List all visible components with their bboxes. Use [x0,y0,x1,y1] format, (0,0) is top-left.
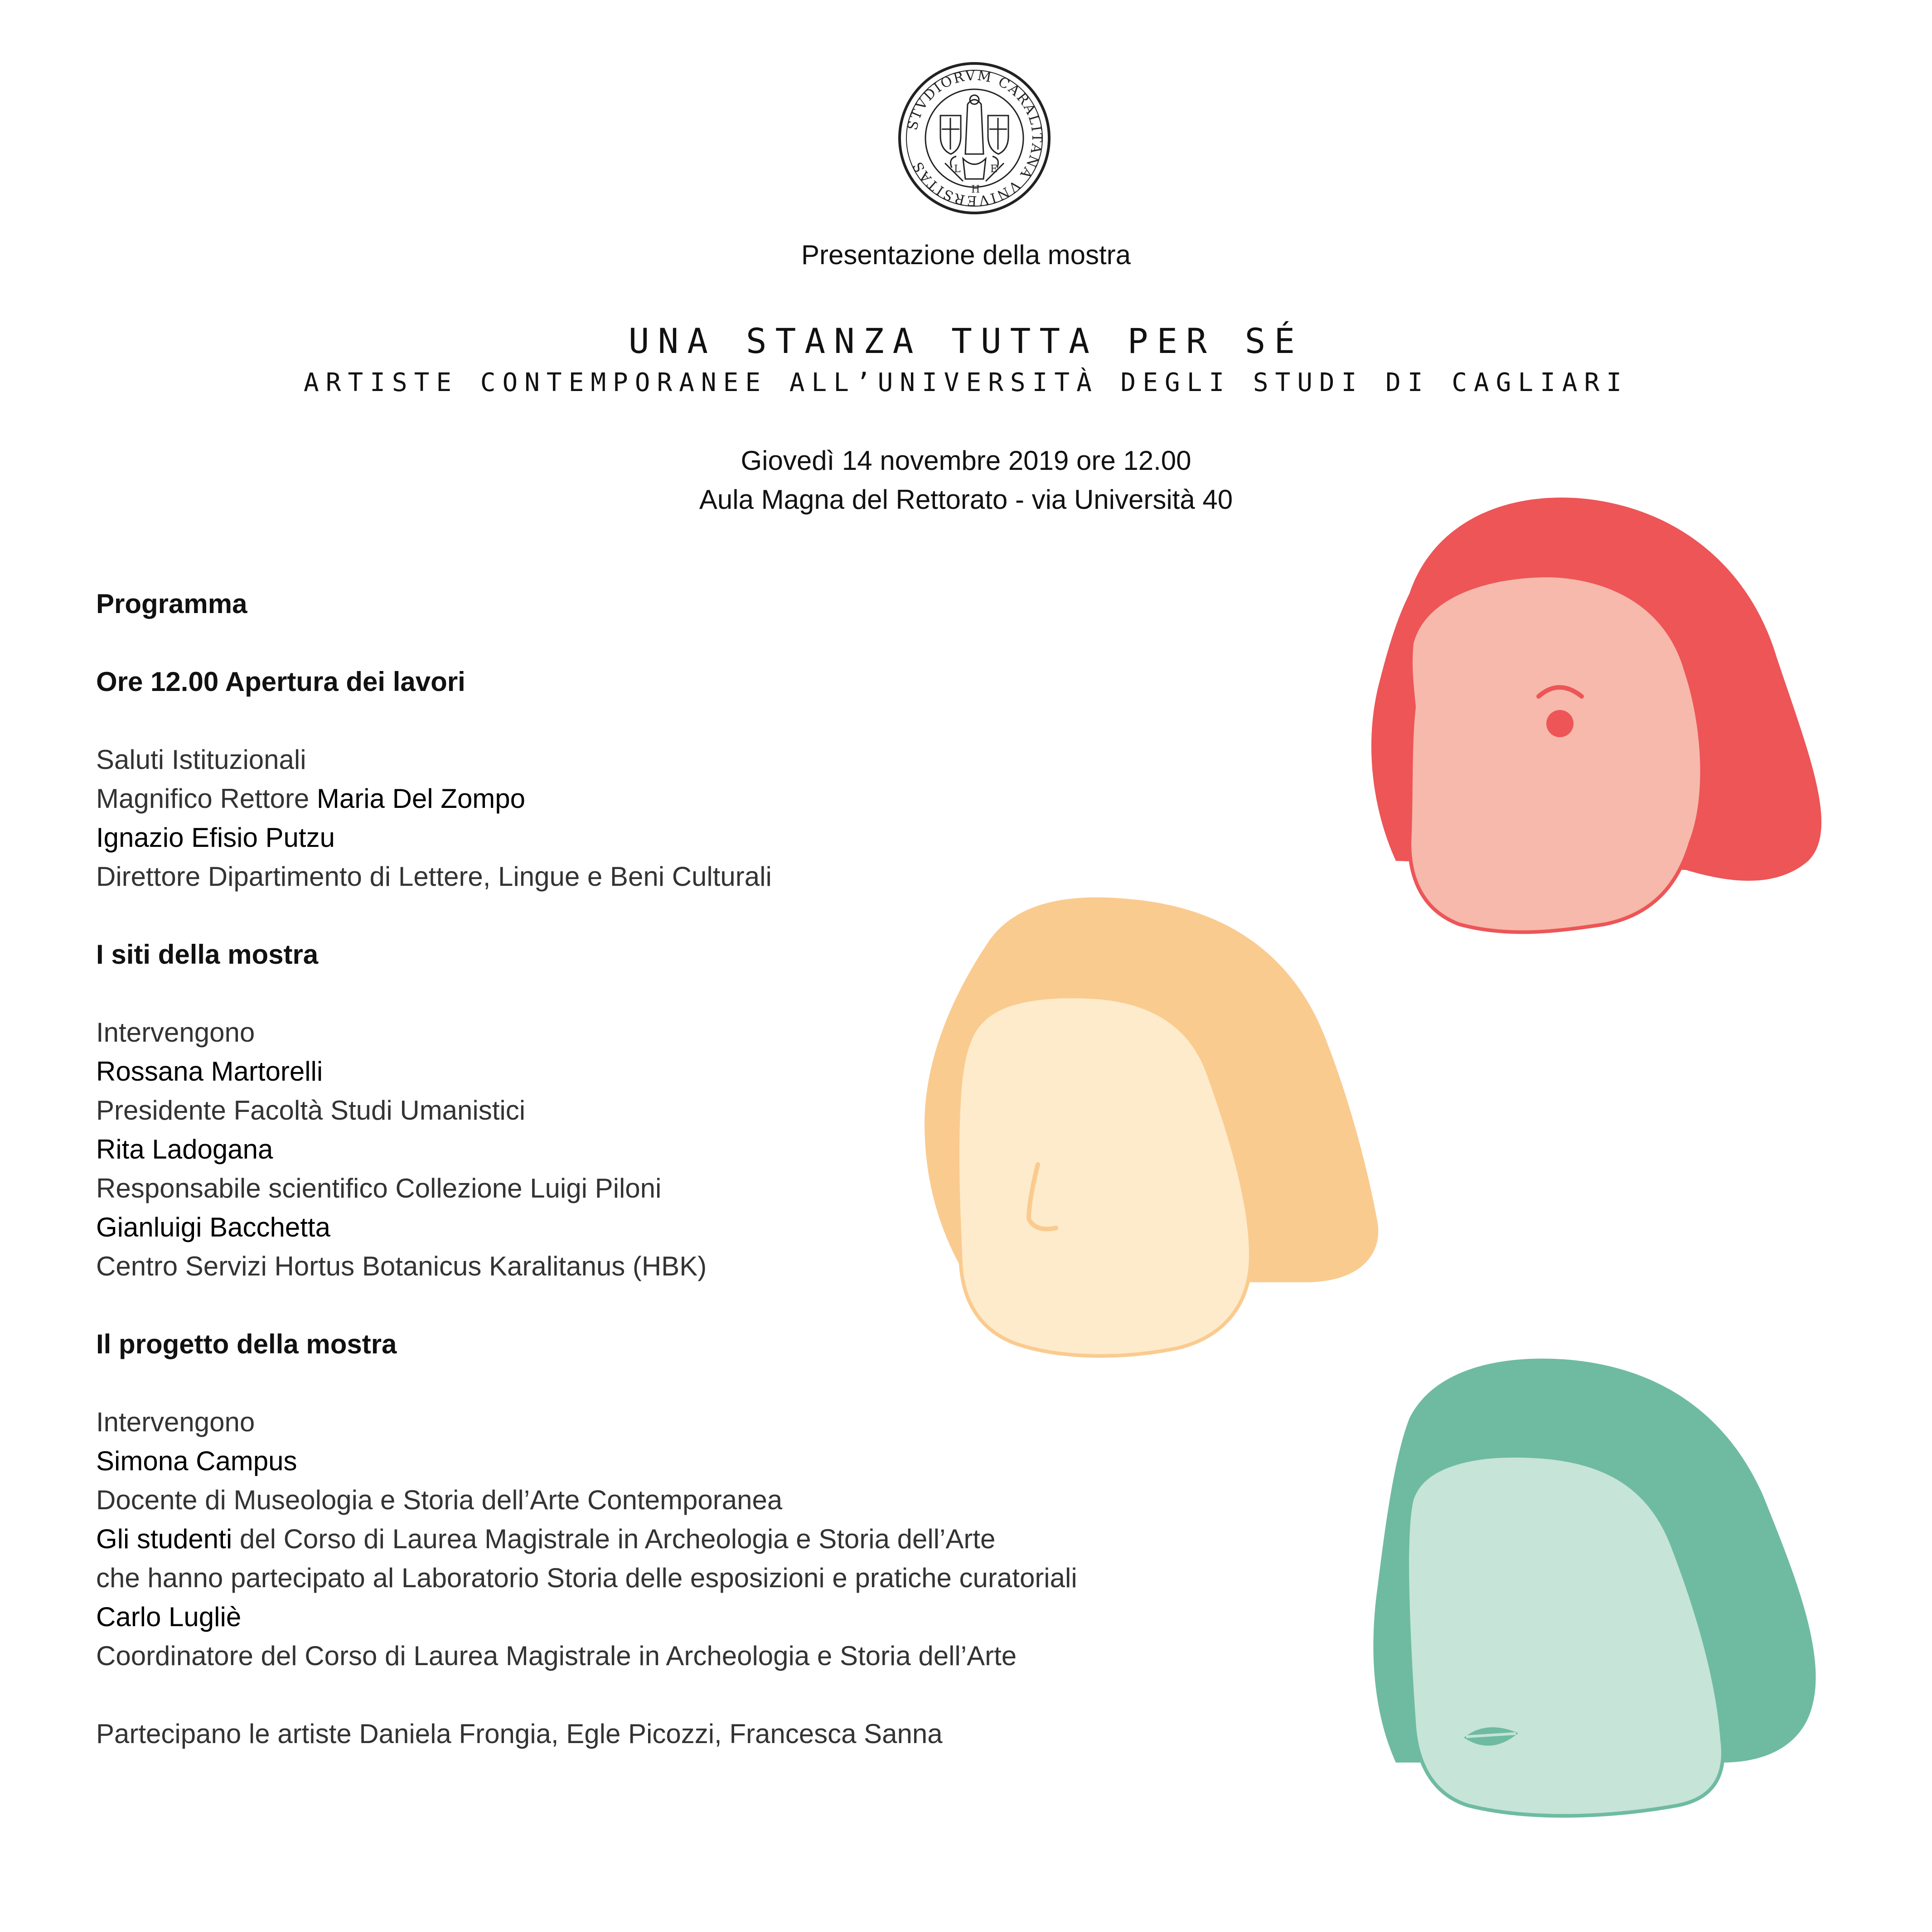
speaker-role: Responsabile scientifico Collezione Luigi Piloni [96,1173,662,1203]
greetings-label: Saluti Istituzionali [96,744,306,775]
event-kicker: Presentazione della mostra [801,240,1131,270]
speaker-name: Simona Campus [96,1446,297,1476]
program-heading: Programma [96,589,247,619]
exhibition-title: UNA STANZA TUTTA PER SÉ [628,321,1304,361]
section-project-heading: Il progetto della mostra [96,1329,397,1359]
event-date: Giovedì 14 novembre 2019 ore 12.00 [741,445,1191,476]
orange-face-illustration [925,897,1378,1356]
seal-letter-l: L [954,164,961,175]
green-face-illustration [1373,1359,1816,1816]
red-face-illustration [1371,497,1821,932]
exhibition-subtitle: ARTISTE CONTEMPORANEE ALL’UNIVERSITÀ DEGLI STUDI DI CAGLIARI [304,368,1628,397]
seal-text: STVDIORVM CARALITANA VNIVERSITAS [905,68,1045,209]
speaker-role: Docente di Museologia e Storia dell’Arte Contemporanea [96,1485,783,1515]
section-sites-heading: I siti della mostra [96,939,319,970]
sites-speakers-intro: Intervengono [96,1017,255,1048]
participating-artists: Partecipano le artiste Daniela Frongia, Egle Picozzi, Francesca Sanna [96,1719,943,1749]
project-speakers-intro: Intervengono [96,1407,255,1437]
seal-letter-h: H [971,184,980,195]
speaker-name: Carlo Lugliè [96,1602,242,1632]
section-opening-heading: Ore 12.00 Apertura dei lavori [96,667,465,697]
students-label: Gli studenti [96,1524,232,1554]
speaker-name: Rossana Martorelli [96,1056,323,1087]
speaker-name: Gianluigi Bacchetta [96,1212,330,1242]
speaker-name: Rita Ladogana [96,1134,273,1164]
director-role: Direttore Dipartimento di Lettere, Lingue e Beni Culturali [96,861,772,892]
speaker-role: Centro Servizi Hortus Botanicus Karalitanus (HBK) [96,1251,707,1281]
students-course: del Corso di Laurea Magistrale in Archeologia e Storia dell’Arte [232,1524,996,1554]
rector-name: Maria Del Zompo [316,783,526,814]
seal-letter-e: E [990,164,998,175]
students-lab: che hanno partecipato al Laboratorio Storia delle esposizioni e pratiche curatoriali [96,1563,1077,1593]
speaker-role: Coordinatore del Corso di Laurea Magistrale in Archeologia e Storia dell’Arte [96,1641,1017,1671]
event-venue: Aula Magna del Rettorato - via Università 40 [699,484,1233,515]
speaker-role: Presidente Facoltà Studi Umanistici [96,1095,526,1125]
red-eye-icon [1546,710,1574,737]
director-name: Ignazio Efisio Putzu [96,822,335,853]
red-face-shape [1409,575,1702,932]
rector-role: Magnifico Rettore [96,783,317,814]
